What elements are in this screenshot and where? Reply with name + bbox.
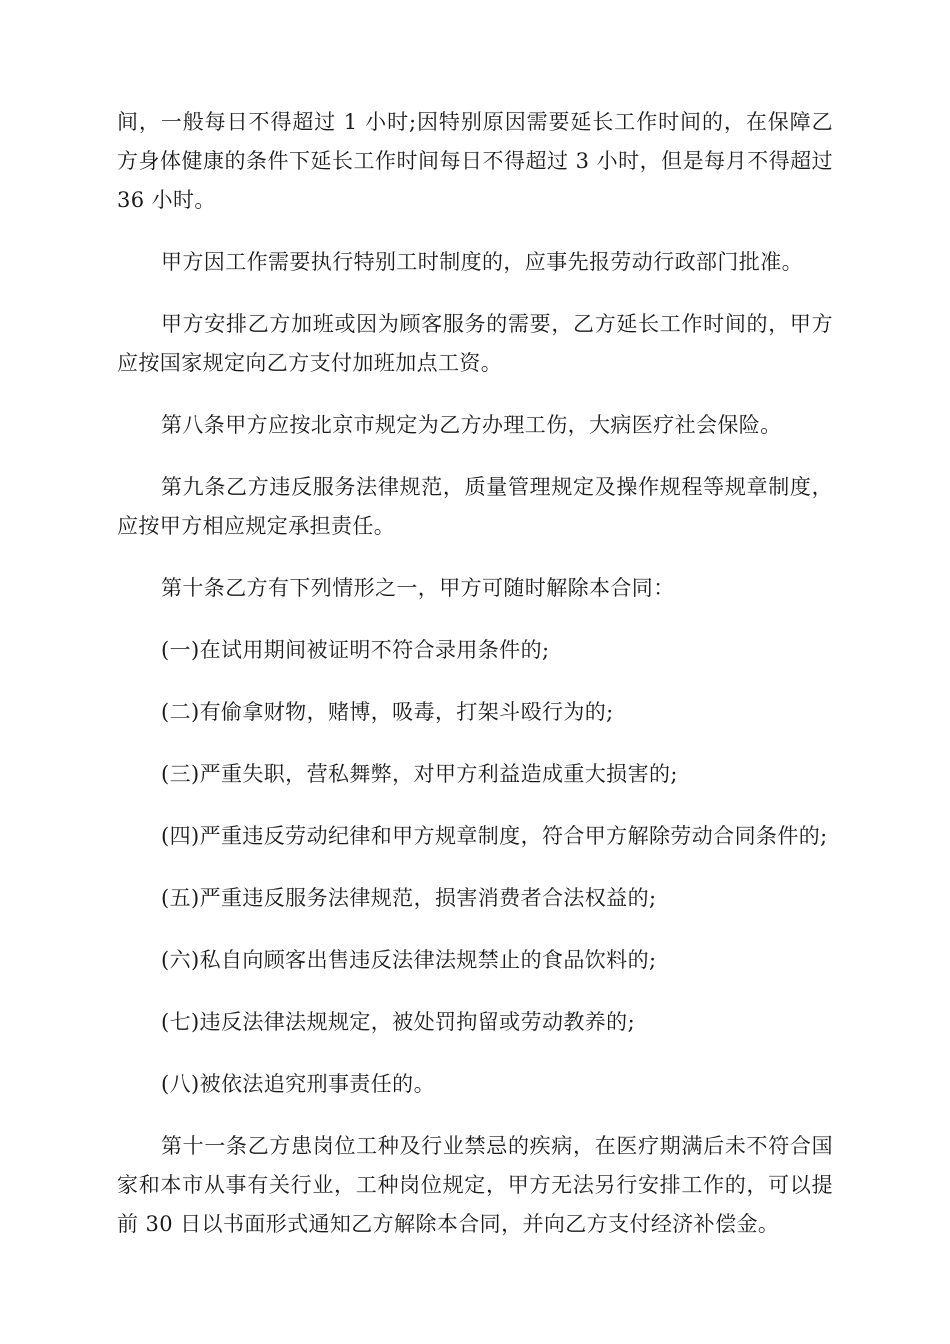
paragraph-article-11: 第十一条乙方患岗位工种及行业禁忌的疾病，在医疗期满后未不符合国家和本市从事有关行业，工种岗位规定，甲方无法另行安排工作的，可以提前 30 日以书面形式通知乙方解除本合同，并向乙方支付经济补偿金。 xyxy=(117,1134,833,1236)
list-item-3: (三)严重失职，营私舞弊，对甲方利益造成重大损害的; xyxy=(161,762,678,786)
paragraph-overtime-limits: 间，一般每日不得超过 1 小时;因特别原因需要延长工作时间的，在保障乙方身体健康的条件下延长工作时间每日不得超过 3 小时，但是每月不得超过 36 小时。 xyxy=(117,110,833,212)
paragraph-article-9: 第九条乙方违反服务法律规范，质量管理规定及操作规程等规章制度，应按甲方相应规定承担责任。 xyxy=(117,475,833,538)
list-item-2: (二)有偷拿财物，赌博，吸毒，打架斗殴行为的; xyxy=(161,700,614,724)
list-item-6: (六)私自向顾客出售违反法律法规禁止的食品饮料的; xyxy=(161,948,657,972)
list-item-1: (一)在试用期间被证明不符合录用条件的; xyxy=(161,638,550,662)
paragraph-special-hours: 甲方因工作需要执行特别工时制度的，应事先报劳动行政部门批准。 xyxy=(161,250,803,274)
paragraph-article-10: 第十条乙方有下列情形之一，甲方可随时解除本合同： xyxy=(161,576,675,600)
paragraph-overtime-pay: 甲方安排乙方加班或因为顾客服务的需要，乙方延长工作时间的，甲方应按国家规定向乙方支付加班加点工资。 xyxy=(117,312,833,375)
list-item-8: (八)被依法追究刑事责任的。 xyxy=(161,1072,435,1096)
list-item-7: (七)违反法律法规规定，被处罚拘留或劳动教养的; xyxy=(161,1010,636,1034)
document-body xyxy=(117,103,833,1267)
paragraph-article-8: 第八条甲方应按北京市规定为乙方办理工伤，大病医疗社会保险。 xyxy=(161,413,782,437)
list-item-4: (四)严重违反劳动纪律和甲方规章制度，符合甲方解除劳动合同条件的; xyxy=(161,824,828,848)
list-item-5: (五)严重违反服务法律规范，损害消费者合法权益的; xyxy=(161,886,657,910)
